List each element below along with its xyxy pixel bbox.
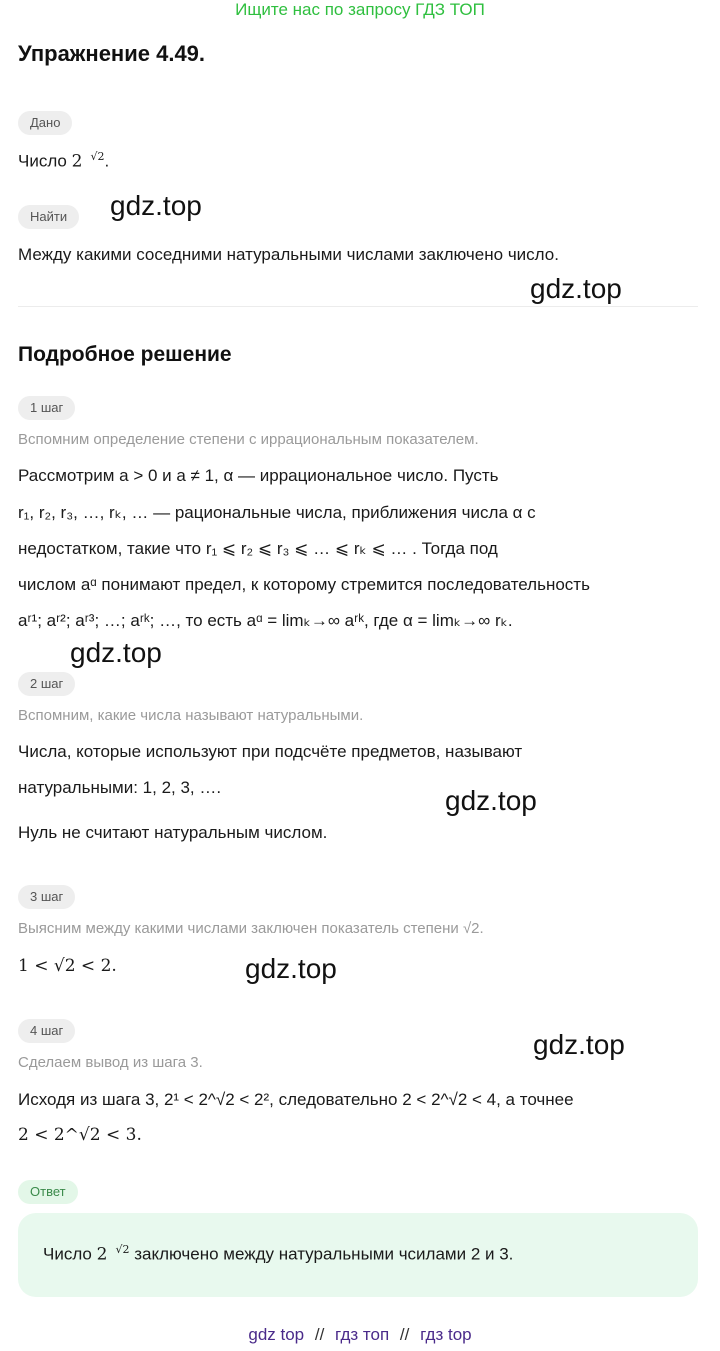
step-2-line-3: Нуль не считают натуральным числом. xyxy=(18,823,328,842)
step-2-line-1: Числа, которые используют при подсчёте предметов, называют xyxy=(18,742,523,761)
watermark: gdz.top xyxy=(70,637,162,668)
step-1-chip: 1 шаг xyxy=(18,396,75,420)
step-4-line-2: 2 < 2^√2 < 3. xyxy=(18,1125,142,1145)
step-2-line-2: натуральными: 1, 2, 3, …. xyxy=(18,778,222,797)
given-chip: Дано xyxy=(18,111,72,135)
given-text xyxy=(18,150,109,172)
watermark: gdz.top xyxy=(445,785,537,816)
given-base: 2 xyxy=(71,151,83,172)
step-2-chip: 2 шаг xyxy=(18,672,75,696)
find-chip: Найти xyxy=(18,205,79,229)
footer-links xyxy=(0,1325,720,1345)
answer-rest: заключено между натуральными чсилами 2 и 3. xyxy=(134,1244,514,1264)
exercise-title: Упражнение 4.49. xyxy=(18,41,206,66)
answer-base: 2 xyxy=(96,1244,108,1265)
divider xyxy=(18,306,698,307)
footer-sep-1: // xyxy=(314,1325,325,1344)
footer-link-2[interactable]: гдз топ xyxy=(335,1325,390,1344)
step-3-line-1: 1 < √2 < 2. xyxy=(18,956,117,976)
step-4-hint: Сделаем вывод из шага 3. xyxy=(18,1054,203,1071)
given-exponent: √2 xyxy=(90,150,105,163)
solution-title: Подробное решение xyxy=(18,343,232,366)
answer-exponent: √2 xyxy=(115,1243,130,1256)
watermark: gdz.top xyxy=(530,273,622,304)
step-1-hint: Вспомним определение степени с иррациональным показателем. xyxy=(18,431,479,448)
step-1-line-4: числом aᵅ понимают предел, к которому стремится последовательность xyxy=(18,575,590,594)
answer-text xyxy=(43,1243,513,1265)
step-2-hint: Вспомним, какие числа называют натуральными. xyxy=(18,707,364,724)
find-text: Между какими соседними натуральными числами заключено число. xyxy=(18,245,559,264)
top-banner[interactable]: Ищите нас по запросу ГДЗ ТОП xyxy=(235,0,485,19)
watermark: gdz.top xyxy=(533,1029,625,1060)
given-end: . xyxy=(104,151,110,171)
step-1-line-5: aʳ¹; aʳ²; aʳ³; …; aʳᵏ; …, то есть aᵅ = limₖ→∞ aʳᵏ, где α = limₖ→∞ rₖ. xyxy=(18,611,513,630)
step-4-chip: 4 шаг xyxy=(18,1019,75,1043)
answer-label: Число xyxy=(43,1244,92,1264)
step-4-line-1: Исходя из шага 3, 2¹ < 2^√2 < 2², следовательно 2 < 2^√2 < 4, а точнее xyxy=(18,1090,574,1109)
step-3-chip: 3 шаг xyxy=(18,885,75,909)
footer-sep-2: // xyxy=(399,1325,410,1344)
footer-link-3[interactable]: гдз top xyxy=(420,1325,472,1344)
step-1-line-3: недостатком, такие что r₁ ⩽ r₂ ⩽ r₃ ⩽ … ⩽ rₖ ⩽ … . Тогда под xyxy=(18,539,498,558)
watermark: gdz.top xyxy=(110,190,202,221)
answer-chip: Ответ xyxy=(18,1180,78,1204)
step-1-line-1: Рассмотрим a > 0 и a ≠ 1, α — иррациональное число. Пусть xyxy=(18,466,499,485)
watermark: gdz.top xyxy=(245,953,337,984)
footer-link-1[interactable]: gdz top xyxy=(248,1325,305,1344)
given-label: Число xyxy=(18,151,67,171)
step-3-hint: Выясним между какими числами заключен показатель степени √2. xyxy=(18,920,484,937)
step-1-line-2: r₁, r₂, r₃, …, rₖ, … — рациональные числа, приближения числа α с xyxy=(18,503,536,522)
